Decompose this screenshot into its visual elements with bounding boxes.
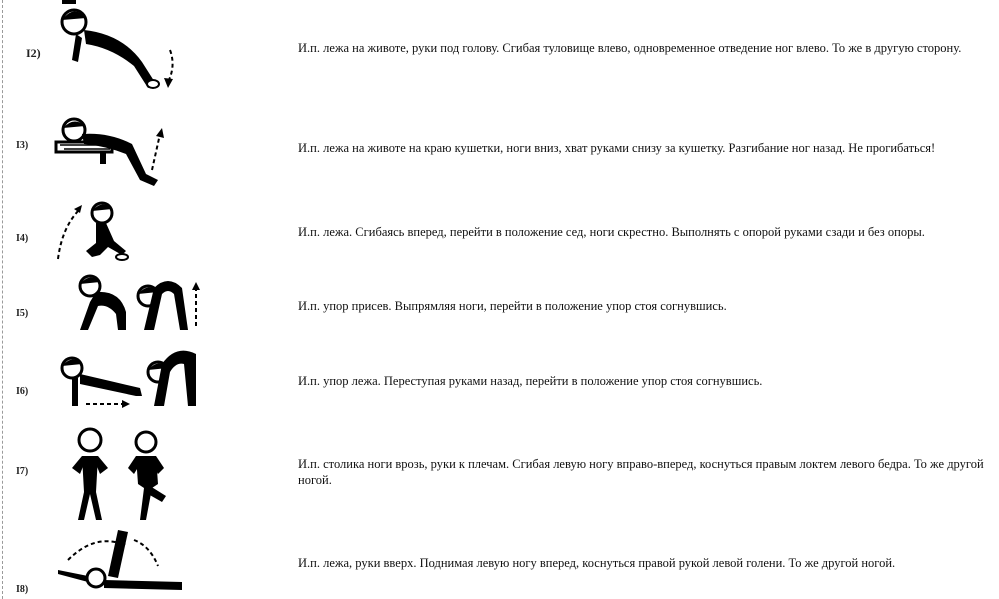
exercise-16-illustration <box>56 344 206 412</box>
exercise-number: I3) <box>16 140 29 151</box>
exercise-description: И.п. лежа на животе на краю кушетки, ноги вниз, хват руками снизу за кушетку. Разгибание ног назад. Не прогибаться! <box>298 141 936 155</box>
exercise-description: И.п. лежа. Сгибаясь вперед, перейти в положение сед, ноги скрестно. Выполнять с опорой руками сзади и без опоры. <box>298 225 925 239</box>
exercise-number: I8) <box>16 584 29 595</box>
exercise-row-15 <box>0 268 999 338</box>
exercise-number: I4) <box>16 233 29 244</box>
exercise-description: И.п. столика ноги врозь, руки к плечам. Сгибая левую ногу вправо-вперед, коснуться правым локтем левого бедра. То же другой ногой. <box>298 457 984 487</box>
exercise-15-illustration <box>68 272 208 334</box>
exercise-description: И.п. упор присев. Выпрямляя ноги, перейти в положение упор стоя согнувшись. <box>298 299 727 313</box>
exercise-number: I5) <box>16 308 29 319</box>
exercise-description: И.п. лежа на животе, руки под голову. Сгибая туловище влево, одновременное отведение ног влево. То же в другую сторону. <box>298 41 962 55</box>
exercise-number: I2) <box>26 46 41 60</box>
exercise-row-14 <box>0 195 999 270</box>
exercise-row-16 <box>0 340 999 415</box>
exercise-17-illustration <box>66 422 176 522</box>
exercise-12-illustration <box>52 0 182 96</box>
exercise-description: И.п. лежа, руки вверх. Поднимая левую ногу вперед, коснуться правой рукой левой голени. То же другой ногой. <box>298 556 896 570</box>
exercise-number: I6) <box>16 386 29 397</box>
exercise-13-illustration <box>54 114 174 190</box>
exercise-row-18 <box>0 522 999 599</box>
exercise-row-17 <box>0 418 999 523</box>
exercise-18-illustration <box>54 526 194 598</box>
exercise-description: И.п. упор лежа. Переступая руками назад, перейти в положение упор стоя согнувшись. <box>298 374 763 388</box>
exercise-row-13 <box>0 100 999 200</box>
exercise-row-12 <box>0 0 999 100</box>
exercise-14-illustration <box>52 197 132 265</box>
exercise-number: I7) <box>16 466 29 477</box>
